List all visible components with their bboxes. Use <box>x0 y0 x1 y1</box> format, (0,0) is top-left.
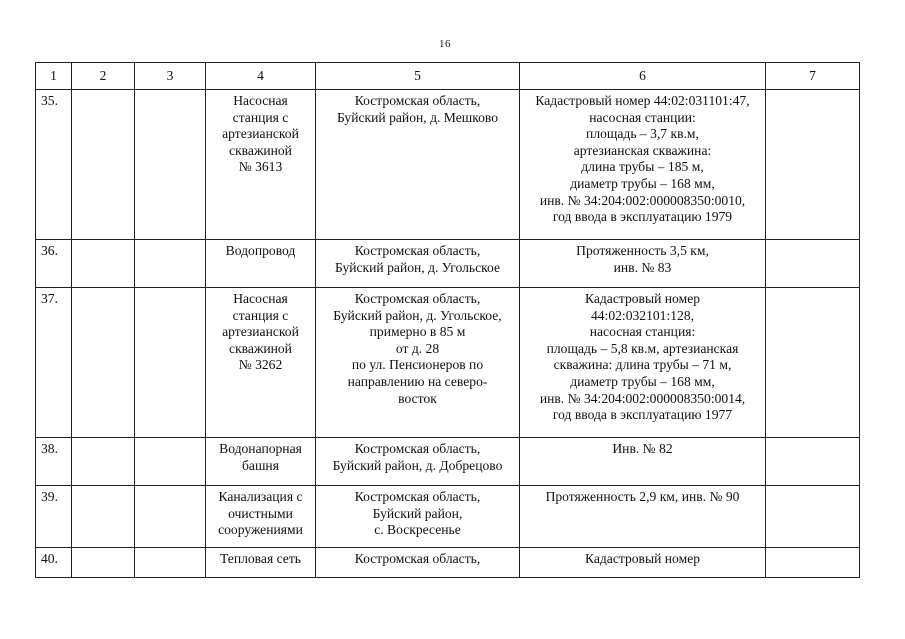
cell-column-6 <box>520 288 766 438</box>
cell-text-line: Протяженность 2,9 км, инв. № 90 <box>545 489 740 504</box>
cell-text-line: Тепловая сеть <box>220 551 301 566</box>
column-header-7: 7 <box>766 63 860 90</box>
row-number-cell: 39. <box>36 486 72 548</box>
cell-text-line: скважиной <box>229 142 292 158</box>
cell-column-2 <box>72 438 135 486</box>
cell-column-5 <box>316 548 520 578</box>
cell-column-5 <box>316 486 520 548</box>
cell-text-line: Костромская область, <box>354 243 481 258</box>
table-row <box>36 548 860 578</box>
cell-text-line: Водопровод <box>225 243 296 258</box>
cell-text-line: насосная станции: <box>589 109 696 125</box>
cell-column-3 <box>135 240 206 288</box>
cell-text-line: артезианской <box>222 324 299 340</box>
cell-text-line: станция с <box>232 307 289 323</box>
table-body <box>36 63 860 578</box>
cell-text-line: Кадастровый номер 44:02:031101:47, <box>535 93 750 108</box>
cell-text-line: сооружениями <box>218 522 303 538</box>
cell-text-line: направлению на северо- <box>347 373 488 389</box>
cell-text-line: Насосная <box>233 291 288 306</box>
cell-column-3 <box>135 438 206 486</box>
cell-text-line: диаметр трубы – 168 мм, <box>570 373 715 389</box>
cell-text-line: с. Воскресенье <box>374 522 461 538</box>
table-row <box>36 486 860 548</box>
cell-column-7 <box>766 90 860 240</box>
cell-text-line: год ввода в эксплуатацию 1977 <box>552 407 733 423</box>
cell-text-line: восток <box>398 390 437 406</box>
cell-column-5 <box>316 438 520 486</box>
table-row <box>36 438 860 486</box>
row-number-cell: 36. <box>36 240 72 288</box>
cell-text-line: № 3262 <box>238 357 283 373</box>
cell-column-2 <box>72 288 135 438</box>
cell-text-line: Кадастровый номер <box>584 551 701 566</box>
cell-text-line: Кадастровый номер <box>584 291 701 306</box>
cell-text-line: № 3613 <box>238 159 283 175</box>
cell-text-line: инв. № 83 <box>613 259 672 275</box>
cell-column-4 <box>206 288 316 438</box>
column-header-5: 5 <box>316 63 520 90</box>
cell-text-line: артезианской <box>222 126 299 142</box>
cell-column-3 <box>135 90 206 240</box>
cell-column-6 <box>520 486 766 548</box>
cell-text-line: инв. № 34:204:002:000008350:0010, <box>539 192 746 208</box>
column-header-2: 2 <box>72 63 135 90</box>
registry-table <box>35 62 860 578</box>
cell-text-line: Костромская область, <box>354 441 481 456</box>
table-row <box>36 288 860 438</box>
column-header-4: 4 <box>206 63 316 90</box>
row-number-cell: 35. <box>36 90 72 240</box>
cell-text-line: Костромская область, <box>354 489 481 504</box>
cell-column-6 <box>520 90 766 240</box>
cell-text-line: год ввода в эксплуатацию 1979 <box>552 209 733 225</box>
row-number-cell: 37. <box>36 288 72 438</box>
cell-column-2 <box>72 548 135 578</box>
cell-column-6 <box>520 548 766 578</box>
cell-text-line: диаметр трубы – 168 мм, <box>570 175 715 191</box>
cell-text-line: Протяженность 3,5 км, <box>576 243 709 258</box>
cell-column-5 <box>316 90 520 240</box>
cell-text-line: Канализация с <box>218 489 303 504</box>
row-number-cell: 38. <box>36 438 72 486</box>
cell-text-line: артезианская скважина: <box>573 142 712 158</box>
cell-text-line: примерно в 85 м <box>369 324 466 340</box>
cell-column-4 <box>206 240 316 288</box>
cell-text-line: насосная станция: <box>589 324 696 340</box>
column-header-1: 1 <box>36 63 72 90</box>
cell-text-line: площадь – 3,7 кв.м, <box>586 126 699 142</box>
cell-column-2 <box>72 486 135 548</box>
cell-text-line: Буйский район, д. Угольское <box>334 259 501 275</box>
cell-text-line: Буйский район, д. Угольское, <box>333 307 502 323</box>
cell-column-4 <box>206 486 316 548</box>
cell-text-line: Костромская область, <box>354 551 481 566</box>
cell-column-3 <box>135 486 206 548</box>
cell-column-5 <box>316 288 520 438</box>
cell-column-7 <box>766 288 860 438</box>
cell-column-7 <box>766 486 860 548</box>
cell-text-line: Костромская область, <box>354 291 481 306</box>
cell-column-4 <box>206 548 316 578</box>
cell-text-line: скважиной <box>229 340 292 356</box>
cell-text-line: Инв. № 82 <box>612 441 673 456</box>
cell-column-7 <box>766 438 860 486</box>
cell-text-line: от д. 28 <box>395 340 440 356</box>
cell-column-7 <box>766 548 860 578</box>
cell-column-3 <box>135 548 206 578</box>
cell-text-line: башня <box>242 457 279 473</box>
cell-column-4 <box>206 438 316 486</box>
column-header-6: 6 <box>520 63 766 90</box>
cell-text-line: 44:02:032101:128, <box>590 307 695 323</box>
cell-column-6 <box>520 438 766 486</box>
cell-text-line: Костромская область, <box>354 93 481 108</box>
cell-text-line: инв. № 34:204:002:000008350:0014, <box>539 390 746 406</box>
cell-column-7 <box>766 240 860 288</box>
cell-text-line: Водонапорная <box>219 441 302 456</box>
cell-text-line: по ул. Пенсионеров по <box>351 357 484 373</box>
page-number: 16 <box>439 38 451 50</box>
table-row <box>36 90 860 240</box>
column-header-3: 3 <box>135 63 206 90</box>
cell-column-5 <box>316 240 520 288</box>
cell-column-6 <box>520 240 766 288</box>
cell-text-line: Буйский район, д. Мешково <box>336 109 499 125</box>
cell-column-2 <box>72 240 135 288</box>
row-number-cell: 40. <box>36 548 72 578</box>
cell-column-3 <box>135 288 206 438</box>
cell-text-line: Буйский район, д. Добрецово <box>332 457 503 473</box>
cell-text-line: скважина: длина трубы – 71 м, <box>553 357 732 373</box>
cell-column-4 <box>206 90 316 240</box>
cell-text-line: площадь – 5,8 кв.м, артезианская <box>546 340 739 356</box>
cell-text-line: очистными <box>228 505 293 521</box>
cell-text-line: станция с <box>232 109 289 125</box>
cell-text-line: Буйский район, <box>372 505 463 521</box>
table-header-row <box>36 63 860 90</box>
cell-text-line: длина трубы – 185 м, <box>581 159 704 175</box>
table-row <box>36 240 860 288</box>
cell-text-line: Насосная <box>233 93 288 108</box>
cell-column-2 <box>72 90 135 240</box>
